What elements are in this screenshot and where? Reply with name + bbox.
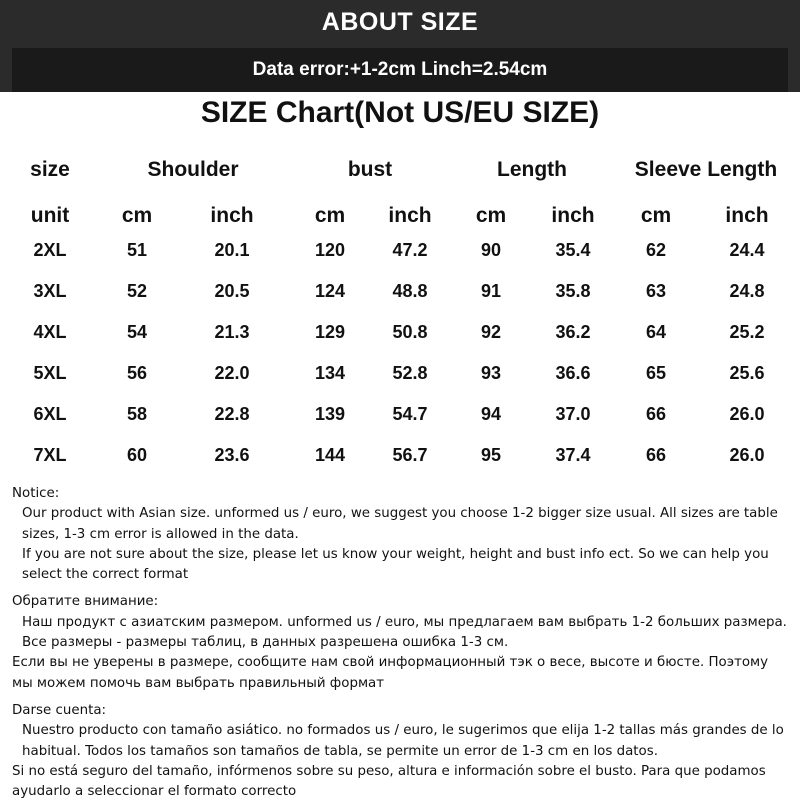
table-cell: 93 bbox=[480, 363, 502, 383]
table-cell: 25.2 bbox=[729, 322, 765, 342]
table-cell: 134 bbox=[314, 363, 346, 383]
size-label: 3XL bbox=[33, 281, 67, 301]
table-cell: 25.6 bbox=[729, 363, 765, 383]
table-cell: 63 bbox=[645, 281, 667, 301]
size-chart-title: SIZE Chart(Not US/EU SIZE) bbox=[200, 96, 600, 129]
table-cell: 37.0 bbox=[555, 404, 591, 424]
column-header: Length bbox=[497, 158, 567, 181]
unit-header: cm bbox=[475, 204, 507, 227]
notice-spanish bbox=[12, 701, 792, 800]
column-header: bust bbox=[347, 158, 393, 181]
size-label: 6XL bbox=[33, 404, 67, 424]
table-cell: 37.4 bbox=[555, 445, 591, 465]
size-label: 5XL bbox=[33, 363, 67, 383]
notice-paragraph-ru-1: Наш продукт с азиатским размером. unformed us / euro, мы предлагаем вам выбрать 1-2 больших размера. Все размеры - размеры таблиц, в данных разрешена ошибка 1-3 см. bbox=[22, 614, 787, 651]
table-cell: 95 bbox=[480, 445, 502, 465]
table-cell: 48.8 bbox=[392, 281, 428, 301]
unit-header: cm bbox=[121, 204, 153, 227]
table-cell: 54 bbox=[126, 322, 148, 342]
table-cell: 66 bbox=[645, 404, 667, 424]
table-cell: 60 bbox=[126, 445, 148, 465]
table-cell: 35.4 bbox=[555, 240, 591, 260]
unit-header: inch bbox=[551, 204, 595, 227]
notice-title-en: Notice: bbox=[12, 486, 60, 501]
table-cell: 91 bbox=[480, 281, 502, 301]
table-cell: 144 bbox=[314, 445, 346, 465]
unit-header: inch bbox=[388, 204, 432, 227]
notice-paragraph-en-2: If you are not sure about the size, please let us know your weight, height and bust info ect. So we can help you select the correct format bbox=[22, 546, 769, 583]
table-cell: 21.3 bbox=[214, 322, 250, 342]
table-cell: 139 bbox=[314, 404, 346, 424]
column-header: Sleeve Length bbox=[634, 158, 778, 181]
table-cell: 20.1 bbox=[214, 240, 250, 260]
table-cell: 94 bbox=[480, 404, 502, 424]
table-cell: 23.6 bbox=[214, 445, 250, 465]
table-cell: 65 bbox=[645, 363, 667, 383]
column-header: size bbox=[30, 158, 70, 181]
notice-english bbox=[12, 484, 792, 585]
table-cell: 120 bbox=[314, 240, 346, 260]
unit-header: cm bbox=[640, 204, 672, 227]
column-header: Shoulder bbox=[147, 158, 239, 181]
unit-header: cm bbox=[314, 204, 346, 227]
size-label: 2XL bbox=[33, 240, 67, 260]
table-cell: 92 bbox=[480, 322, 502, 342]
table-cell: 64 bbox=[645, 322, 667, 342]
table-cell: 90 bbox=[480, 240, 502, 260]
header-subtitle: Data error:+1-2cm Linch=2.54cm bbox=[252, 59, 548, 80]
notice-paragraph-en-1: Our product with Asian size. unformed us / euro, we suggest you choose 1-2 bigger size usual. All sizes are table sizes, 1-3 cm error is allowed in the data. bbox=[22, 506, 778, 542]
table-cell: 58 bbox=[126, 404, 148, 424]
table-cell: 51 bbox=[126, 240, 148, 260]
table-cell: 56.7 bbox=[392, 445, 428, 465]
table-cell: 20.5 bbox=[214, 281, 250, 301]
table-cell: 36.6 bbox=[555, 363, 591, 383]
size-label: 7XL bbox=[33, 445, 67, 465]
table-cell: 35.8 bbox=[555, 281, 591, 301]
table-cell: 54.7 bbox=[392, 404, 428, 424]
table-cell: 26.0 bbox=[729, 445, 765, 465]
notice-paragraph-ru-2: Если вы не уверены в размере, сообщите нам свой информационный тэк о весе, высоте и бюсте. Поэтому мы можем помочь вам выбрать правильный формат bbox=[12, 655, 769, 691]
size-label: 4XL bbox=[33, 322, 67, 342]
table-cell: 22.0 bbox=[214, 363, 250, 383]
table-cell: 50.8 bbox=[392, 322, 428, 342]
unit-header: unit bbox=[30, 204, 70, 227]
notice-title-ru: Обратите внимание: bbox=[12, 594, 159, 610]
table-cell: 47.2 bbox=[392, 240, 428, 260]
table-cell: 52 bbox=[126, 281, 148, 301]
table-cell: 124 bbox=[314, 281, 346, 301]
table-cell: 129 bbox=[314, 322, 346, 342]
table-cell: 22.8 bbox=[214, 404, 250, 424]
notes-section bbox=[12, 484, 792, 800]
table-cell: 36.2 bbox=[555, 322, 591, 342]
table-cell: 62 bbox=[645, 240, 667, 260]
table-cell: 52.8 bbox=[392, 363, 428, 383]
unit-header: inch bbox=[725, 204, 769, 227]
notice-paragraph-es-1: Nuestro producto con tamaño asiático. no formados us / euro, le sugerimos que elija 1-2 tallas más grandes de lo habitual. Todos los tamaños son tamaños de tabla, se permite un error de 1-3 cm en los datos. bbox=[22, 723, 784, 759]
notice-title-es: Darse cuenta: bbox=[12, 702, 107, 718]
table-cell: 26.0 bbox=[729, 404, 765, 424]
table-cell: 24.8 bbox=[729, 281, 765, 301]
notice-paragraph-es-2: Si no está seguro del tamaño, infórmenos sobre su peso, altura e información sobre el busto. Para que podamos ayudarlo a seleccionar el formato correcto bbox=[12, 763, 766, 800]
table-cell: 66 bbox=[645, 445, 667, 465]
notice-russian bbox=[12, 592, 792, 693]
table-cell: 24.4 bbox=[729, 240, 765, 260]
unit-header: inch bbox=[210, 204, 254, 227]
table-cell: 56 bbox=[126, 363, 148, 383]
header-title: ABOUT SIZE bbox=[321, 8, 479, 36]
